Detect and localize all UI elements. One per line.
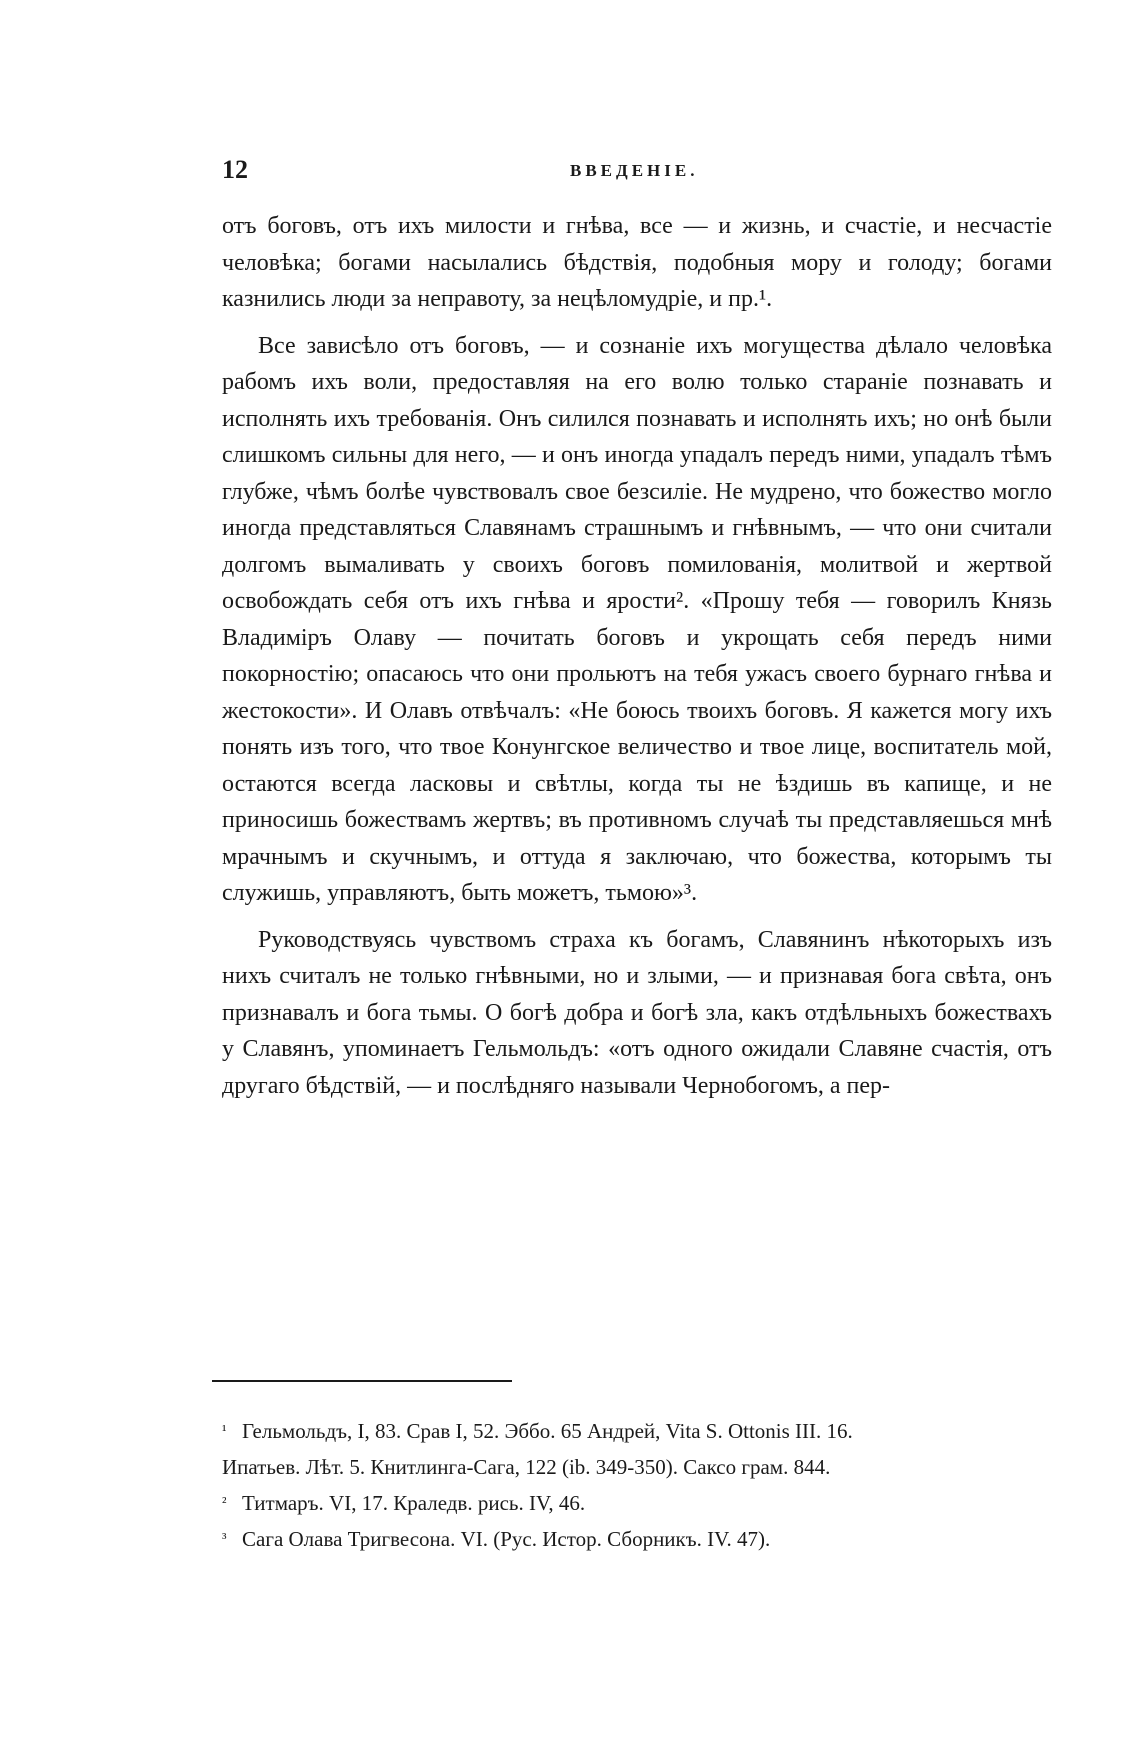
footnote-divider [212, 1380, 512, 1382]
footnote-2 [222, 1485, 1052, 1521]
page-header [222, 155, 1052, 195]
footnote-line: Сага Олава Тригвесона. VI. (Рус. Истор. Сборникъ. IV. 47). [242, 1527, 771, 1551]
footnote-mark: ³ [222, 1531, 227, 1547]
paragraph-fear-of-gods: Все зависѣло отъ боговъ, — и сознаніе ихъ могущества дѣлало человѣка рабомъ ихъ воли, предоставляя на его волю только стараніе познавать и исполнять ихъ требованія. Онъ силился познавать и исполнять ихъ; но онѣ были слишкомъ сильны для него, — и онъ иногда упадалъ передъ ними, упадалъ тѣмъ глубже, чѣмъ болѣе чувствовалъ свое безсиліе. Не мудрено, что божество могло иногда представляться Славянамъ страшнымъ и гнѣвнымъ, — что они считали долгомъ вымаливать у своихъ боговъ помилованія, молитвой и жертвой освобождать себя отъ ихъ гнѣва и ярости². «Прошу тебя — говорилъ Князь Владиміръ Олаву — почитать боговъ и укрощать себя передъ ними покорностію; опасаюсь что они прольютъ на тебя ужасъ своего бурнаго гнѣва и жестокости». И Олавъ отвѣчалъ: «Не боюсь твоихъ боговъ. Я кажется могу ихъ понять изъ того, что твое Конунгское величество и твое лице, воспитатель мой, остаются всегда ласковы и свѣтлы, когда ты не ѣздишь въ капище, и не приносишь божествамъ жертвъ; въ противномъ случаѣ ты представляешься мнѣ мрачнымъ и скучнымъ, и оттуда я заключаю, что божества, которымъ ты служишь, управляютъ, быть можетъ, тьмою»³. [222, 332, 1052, 906]
running-title: ВВЕДЕНІЕ. [570, 161, 699, 180]
footnote-mark: ² [222, 1495, 227, 1511]
page-number: 12 [222, 155, 248, 184]
page-body [222, 208, 1052, 1114]
footnotes [222, 1413, 1052, 1557]
footnote-1 [222, 1413, 1052, 1449]
footnote-mark: ¹ [222, 1423, 227, 1439]
paragraph-chernobog: Руководствуясь чувствомъ страха къ богамъ, Славянинъ нѣкоторыхъ изъ нихъ считалъ не только гнѣвными, но и злыми, — и признавая бога свѣта, онъ признавалъ и бога тьмы. О богѣ добра и богѣ зла, какъ отдѣльныхъ божествахъ у Славянъ, упоминаетъ Гельмольдъ: «отъ одного ожидали Славяне счастія, отъ другаго бѣдствій, — и послѣдняго называли Чернобогомъ, а пер- [222, 926, 1052, 1099]
footnote-3 [222, 1521, 1052, 1557]
paragraph-continuation: отъ боговъ, отъ ихъ милости и гнѣва, все — и жизнь, и счастіе, и несчастіе человѣка; богами насылались бѣдствія, подобныя мору и голоду; богами казнились люди за неправоту, за нецѣломудріе, и пр.¹. [222, 213, 1052, 312]
footnote-line: Титмаръ. VI, 17. Краледв. рись. IV, 46. [242, 1491, 586, 1515]
footnote-1-continued [222, 1449, 1052, 1485]
footnote-line: Гельмольдъ, I, 83. Срав I, 52. Эббо. 65 Андрей, Vita S. Ottonis III. 16. [242, 1419, 853, 1443]
footnote-line: Ипатьев. Лѣт. 5. Книтлинга-Сага, 122 (ib. 349-350). Саксо грам. 844. [222, 1455, 831, 1479]
